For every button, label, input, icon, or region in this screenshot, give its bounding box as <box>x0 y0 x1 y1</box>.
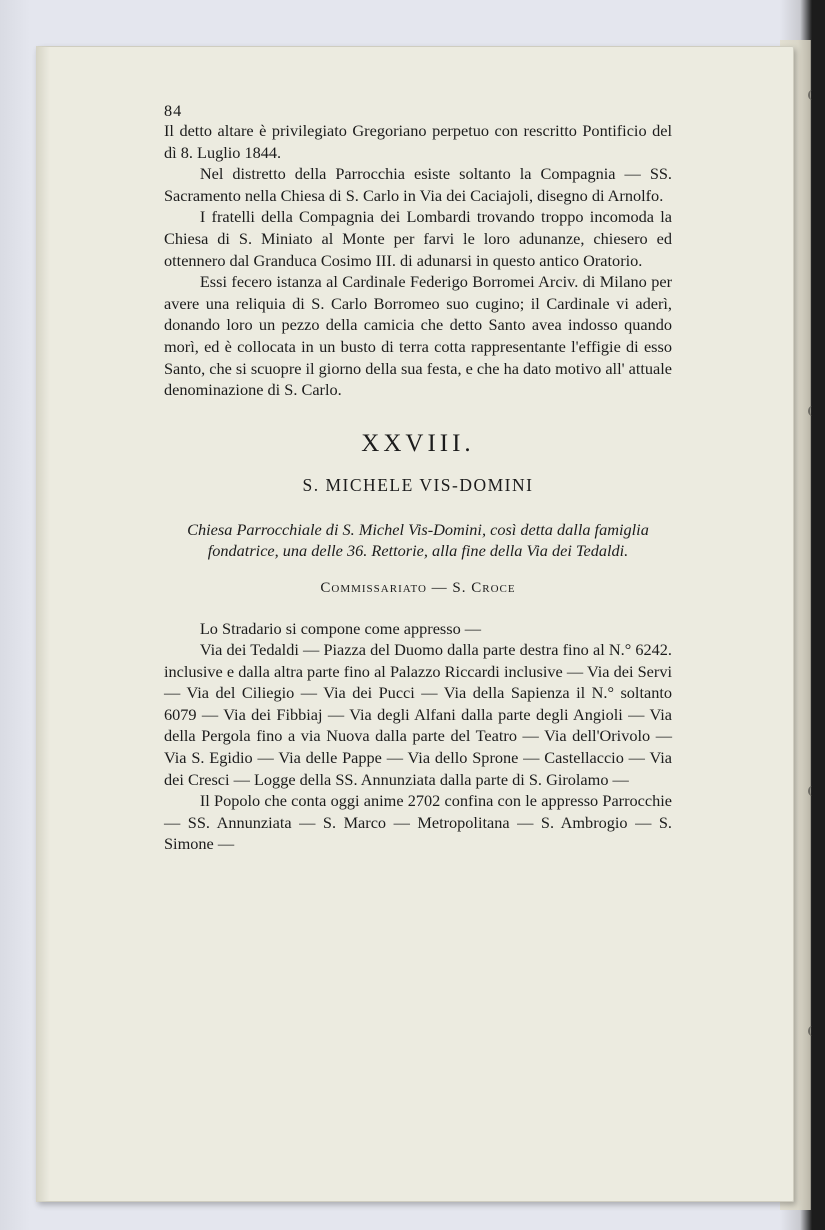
page-text <box>164 100 672 855</box>
paragraph-stradario-intro: Lo Stradario si compone come appresso — <box>199 618 482 638</box>
page-number: 84 <box>164 101 183 120</box>
binding-hole <box>808 90 816 100</box>
stradario-section <box>164 618 672 856</box>
binding-hole <box>808 786 816 796</box>
paragraph-compagnia: Nel distretto della Parrocchia esiste soltanto la Compagnia — SS. Sacramento nella Chiesa di S. Carlo in Via dei Caciajoli, disegno di Arnolfo. <box>164 164 672 205</box>
paragraph-popolo: Il Popolo che conta oggi anime 2702 confina con le appresso Parrocchie — SS. Annunziata — S. Marco — Metropolitana — S. Ambrogio — S. Simone — <box>164 791 672 854</box>
section-number: XXVIII. <box>361 429 475 457</box>
church-description: Chiesa Parrocchiale di S. Michel Vis-Domini, così detta dalla famiglia fondatrice, una delle 36. Rettorie, alla fine della Via dei Tedaldi. <box>187 519 649 561</box>
church-title: S. MICHELE VIS-DOMINI <box>302 474 534 495</box>
commissariato-heading: Commissariato — S. Croce <box>320 579 516 596</box>
paragraph-lombardi: I fratelli della Compagnia dei Lombardi trovando troppo incomoda la Chiesa di S. Miniato al Monte per farvi le loro adunanze, chiesero ed ottennero dal Granduca Cosimo III. di adunarsi in questo antico Oratorio. <box>164 207 672 270</box>
binding-hole <box>808 1026 816 1036</box>
paragraph-reliquia: Essi fecero istanza al Cardinale Federigo Borromei Arciv. di Milano per avere una reliquia di S. Carlo Borromeo suo cugino; il Cardinale vi aderì, donando loro un pezzo della camicia che detto Santo avea indosso quando morì, ed è collocata in un busto di terra cotta rappresentante l'effigie di esso Santo, che si scuopre il giorno della sua festa, e che ha dato motivo all' attuale denominazione di S. Carlo. <box>164 272 672 400</box>
paragraph-altar: Il detto altare è privilegiato Gregoriano perpetuo con rescritto Pontificio del dì 8. Luglio 1844. <box>164 121 672 162</box>
binding-hole <box>808 406 816 416</box>
paragraph-streets: Via dei Tedaldi — Piazza del Duomo dalla parte destra fino al N.° 6242. inclusive e dalla altra parte fino al Palazzo Riccardi inclusive — Via dei Servi — Via del Ciliegio — Via dei Pucci — Via della Sapienza il N.° soltanto 6079 — Via dei Fibbiaj — Via degli Alfani dalla parte degli Angioli — Via della Pergola fino a via Nuova dalla parte del Teatro — Via dell'Orivolo — Via S. Egidio — Via delle Pappe — Via dello Sprone — Castellaccio — Via dei Cresci — Logge della SS. Annunziata dalla parte di S. Girolamo — <box>164 640 672 789</box>
